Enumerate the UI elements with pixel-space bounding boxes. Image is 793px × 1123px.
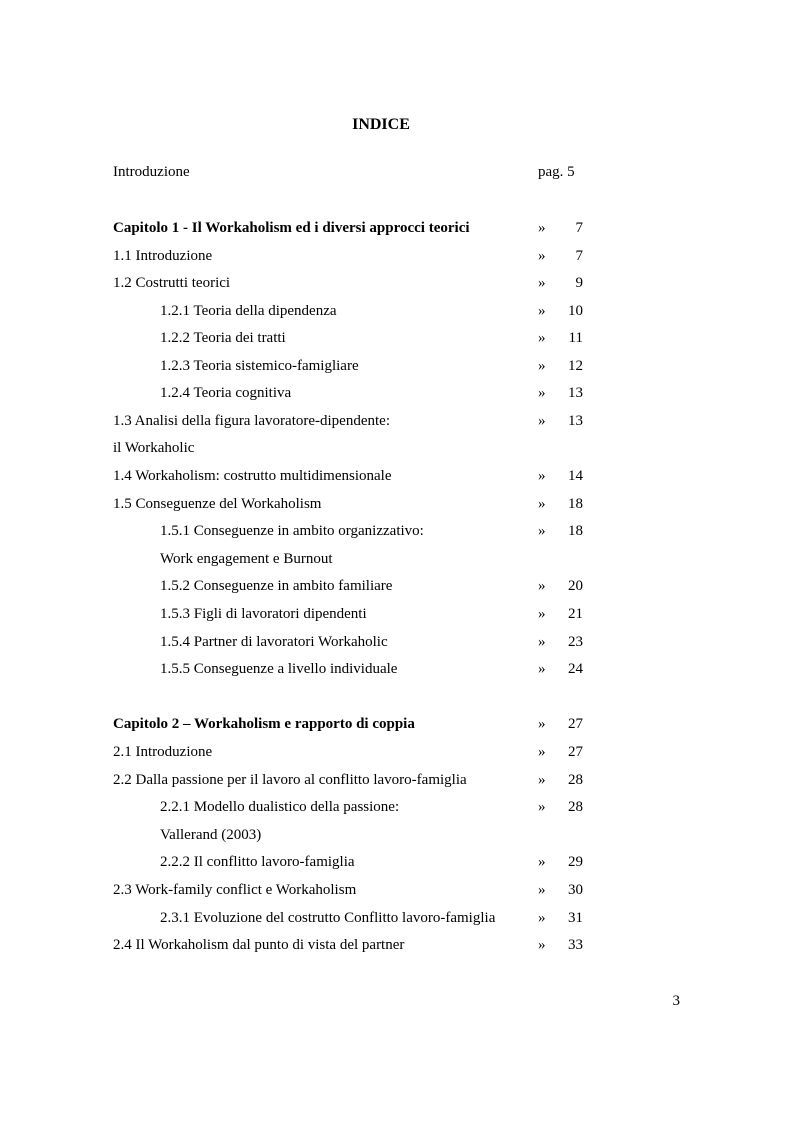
ditto-mark: »: [538, 523, 546, 539]
toc-entry[interactable]: [0, 769, 793, 791]
toc-page: pag. 5: [538, 164, 575, 180]
ditto-mark: »: [538, 716, 546, 732]
toc-label: 1.5.3 Figli di lavoratori dipendenti: [160, 606, 367, 622]
ditto-mark: »: [538, 634, 546, 650]
toc-entry[interactable]: [0, 410, 793, 432]
page-title: INDICE: [352, 116, 410, 133]
toc-label: Capitolo 2 – Workaholism e rapporto di coppia: [113, 716, 415, 732]
toc-entry[interactable]: [0, 879, 793, 901]
toc-page: 14: [568, 468, 583, 484]
toc-page: 28: [568, 799, 583, 815]
toc-page: 20: [568, 578, 583, 594]
toc-label: 1.2.3 Teoria sistemico-famigliare: [160, 358, 359, 374]
toc-page: 11: [568, 330, 583, 346]
ditto-mark: »: [538, 799, 546, 815]
toc-chapter-2[interactable]: [0, 713, 793, 735]
ditto-mark: »: [538, 578, 546, 594]
toc-label: 1.1 Introduzione: [113, 248, 213, 264]
toc-page: 21: [568, 606, 583, 622]
toc-label: 1.3 Analisi della figura lavoratore-dipendente:: [113, 413, 390, 429]
toc-page: 30: [568, 882, 583, 898]
ditto-mark: »: [538, 744, 546, 760]
toc-entry-continuation: [0, 824, 793, 846]
toc-entry-continuation: [0, 437, 793, 459]
toc-page: 13: [568, 413, 583, 429]
toc-label: 2.3.1 Evoluzione del costrutto Conflitto lavoro-famiglia: [160, 910, 496, 926]
toc-page: 18: [568, 523, 583, 539]
toc-subentry[interactable]: [0, 796, 793, 818]
toc-page: 13: [568, 385, 583, 401]
toc-page: 7: [575, 220, 583, 236]
toc-subentry[interactable]: [0, 382, 793, 404]
ditto-mark: »: [538, 330, 546, 346]
toc-page: 12: [568, 358, 583, 374]
ditto-mark: »: [538, 248, 546, 264]
ditto-mark: »: [538, 358, 546, 374]
toc-page: 29: [568, 854, 583, 870]
toc-subentry[interactable]: [0, 851, 793, 873]
toc-label: 1.4 Workaholism: costrutto multidimensionale: [113, 468, 392, 484]
ditto-mark: »: [538, 937, 546, 953]
table-of-contents: [0, 161, 793, 961]
toc-label: 1.2.2 Teoria dei tratti: [160, 330, 286, 346]
toc-subentry[interactable]: [0, 327, 793, 349]
toc-chapter-1[interactable]: [0, 217, 793, 239]
ditto-mark: »: [538, 854, 546, 870]
toc-entry[interactable]: [0, 245, 793, 267]
toc-label: 2.1 Introduzione: [113, 744, 213, 760]
ditto-mark: »: [538, 772, 546, 788]
toc-entry[interactable]: [0, 741, 793, 763]
ditto-mark: »: [538, 496, 546, 512]
toc-subentry[interactable]: [0, 520, 793, 542]
toc-entry[interactable]: [0, 272, 793, 294]
toc-label: 1.5.2 Conseguenze in ambito familiare: [160, 578, 393, 594]
toc-page: 9: [575, 275, 583, 291]
ditto-mark: »: [538, 303, 546, 319]
toc-subentry[interactable]: [0, 907, 793, 929]
toc-label: 2.2 Dalla passione per il lavoro al conflitto lavoro-famiglia: [113, 772, 467, 788]
ditto-mark: »: [538, 275, 546, 291]
toc-page: 33: [568, 937, 583, 953]
toc-page: 31: [568, 910, 583, 926]
toc-page: 10: [568, 303, 583, 319]
toc-label: 1.2.1 Teoria della dipendenza: [160, 303, 337, 319]
toc-entry[interactable]: [0, 493, 793, 515]
toc-page: 27: [568, 716, 583, 732]
toc-page: 23: [568, 634, 583, 650]
ditto-mark: »: [538, 661, 546, 677]
toc-label: 2.4 Il Workaholism dal punto di vista del partner: [113, 937, 405, 953]
toc-label: 1.2.4 Teoria cognitiva: [160, 385, 292, 401]
toc-label: 1.5 Conseguenze del Workaholism: [113, 496, 322, 512]
toc-page: 18: [568, 496, 583, 512]
ditto-mark: »: [538, 882, 546, 898]
ditto-mark: »: [538, 468, 546, 484]
toc-subentry[interactable]: [0, 355, 793, 377]
ditto-mark: »: [538, 385, 546, 401]
toc-subentry[interactable]: [0, 631, 793, 653]
toc-subentry[interactable]: [0, 603, 793, 625]
page-number: 3: [672, 993, 680, 1009]
toc-intro[interactable]: [0, 161, 793, 183]
toc-label: 1.5.4 Partner di lavoratori Workaholic: [160, 634, 388, 650]
toc-label: 1.5.5 Conseguenze a livello individuale: [160, 661, 398, 677]
toc-label: 2.3 Work-family conflict e Workaholism: [113, 882, 357, 898]
toc-label: Work engagement e Burnout: [160, 551, 333, 567]
toc-label: 2.2.1 Modello dualistico della passione:: [160, 799, 400, 815]
toc-page: 7: [575, 248, 583, 264]
toc-entry[interactable]: [0, 465, 793, 487]
toc-label: il Workaholic: [113, 440, 195, 456]
toc-label: 1.2 Costrutti teorici: [113, 275, 231, 291]
toc-label: Capitolo 1 - Il Workaholism ed i diversi approcci teorici: [113, 220, 470, 236]
ditto-mark: »: [538, 220, 546, 236]
toc-subentry[interactable]: [0, 658, 793, 680]
ditto-mark: »: [538, 413, 546, 429]
ditto-mark: »: [538, 910, 546, 926]
toc-page: 28: [568, 772, 583, 788]
toc-entry-continuation: [0, 548, 793, 570]
toc-entry[interactable]: [0, 934, 793, 956]
toc-label: Vallerand (2003): [160, 827, 262, 843]
toc-page: 24: [568, 661, 583, 677]
toc-page: 27: [568, 744, 583, 760]
toc-subentry[interactable]: [0, 575, 793, 597]
toc-label: 1.5.1 Conseguenze in ambito organizzativo:: [160, 523, 424, 539]
toc-label: Introduzione: [113, 164, 190, 180]
toc-subentry[interactable]: [0, 300, 793, 322]
ditto-mark: »: [538, 606, 546, 622]
toc-label: 2.2.2 Il conflitto lavoro-famiglia: [160, 854, 355, 870]
